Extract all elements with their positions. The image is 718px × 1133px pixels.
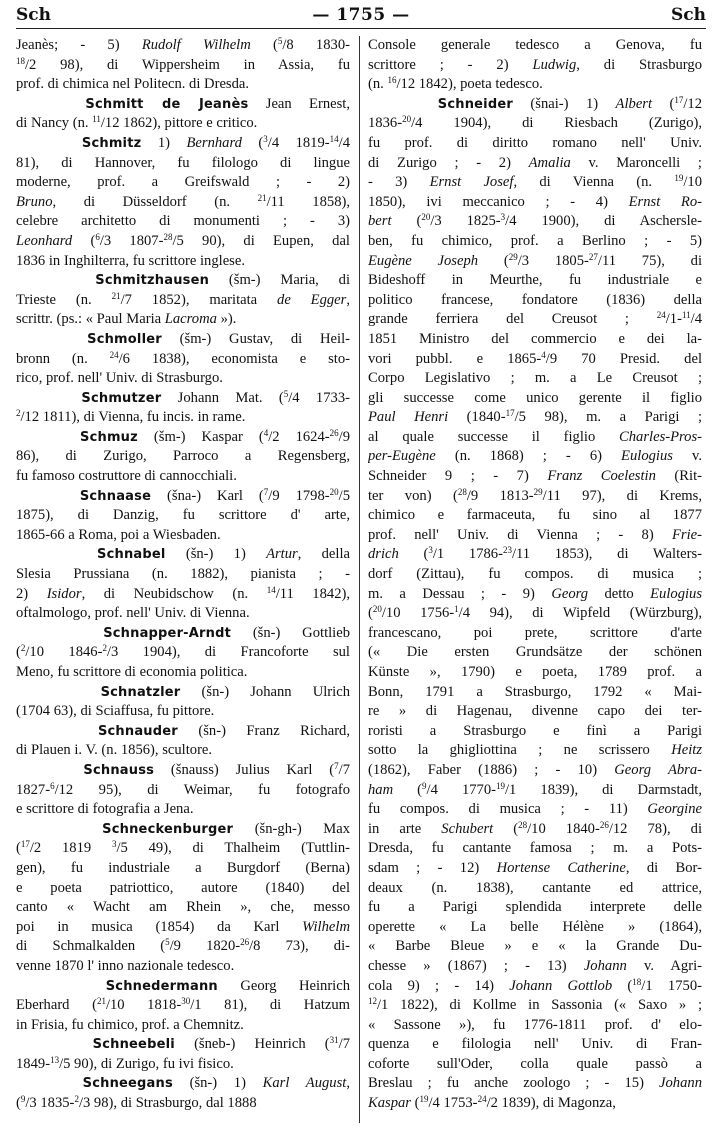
text-line: Schnaase (šna-) Karl ($^7$/9 1798-$^{20}$/5 [79,486,350,504]
text-line: Schnabel (šn-) 1) Artur, della [97,546,350,563]
text-line: 81), di Hannover, fu filologo di lingue [16,154,350,171]
text-line: fu prof. di diritto romano nell' Univ. [368,134,702,151]
text-line: celebre architetto di monumenti ; - 3) [16,213,350,230]
text-line: 1836 in Inghilterra, fu scrittore inglese. [16,252,245,269]
right-column [368,36,702,1125]
text-line: (1704 63), di Sciaffusa, fu pittore. [16,703,215,720]
text-line: 2) Isidor, di Neubidschow (n. $^{14}$/11 1842), [16,584,350,602]
text-line: grande ferriera del Creusot ; $^{24}$/1-$^{11}$/4 [368,310,702,328]
text-line: Schmoller (šm-) Gustav, di Heil- [87,330,350,347]
text-line: Schneider 9 ; - 7) Franz Coelestin (Rit- [368,468,702,485]
text-line: gen), fu industriale a Burgdorf (Berna) [16,859,350,876]
text-line: Corpo Legislativo ; m. a Le Creusot ; [368,370,702,387]
text-line: ($^2$/10 1846-$^2$/3 1904), di Francoforte sul [16,643,350,661]
left-column [16,36,350,1125]
text-line: quenza e filologia nell' Univ. di Fran- [368,1036,702,1053]
text-line: Eberhard ($^{21}$/10 1818-$^{30}$/1 81), di Hatzum [16,996,350,1014]
text-line: Bideshoff in Meurthe, fu industriale e [368,272,702,289]
text-line: venne 1870 l' inno nazionale tedesco. [16,957,235,974]
text-line: $^{12}$/1 1822), di Kollme in Sassonia (« Saxo » ; [368,996,702,1014]
page-number: — 1755 — [312,5,410,25]
text-line: chesse » (1867) ; - 13) Johann v. Agri- [368,957,702,974]
text-line: Schnapper-Arndt (šn-) Gottlieb [103,624,350,641]
text-line: Schneegans (šn-) 1) Karl August, [82,1075,350,1092]
text-line: Schnatzler (šn-) Johann Ulrich [100,683,350,700]
text-line: Künste », 1790) e poeta, 1789 prof. a [368,664,702,680]
text-line: $^{18}$/2 98), di Wippersheim in Assia, fu [16,55,350,73]
text-line: gli successe come unico gerente il figlio [368,389,702,406]
text-line: 1865-66 a Roma, poi a Wiesbaden. [16,526,221,543]
text-line: Schneckenburger (šn-gh-) Max [102,820,350,837]
text-line: bert ($^{20}$/3 1825-$^3$/4 1900), di Ascherslе- [368,212,702,230]
text-line: Schnedermann Georg Heinrich [105,977,350,994]
text-line: prof. nell' Univ. di Vienna ; - 8) Frie- [368,526,702,543]
text-line: operette « La belle Hélène » (1864), [368,918,702,935]
text-line: sotto la ghigliottina ; ne scrissero Heitz [368,742,702,759]
text-line: 86), di Zurigo, Parroco a Regensberg, [16,448,350,465]
text-line: ($^{20}$/10 1756-$^1$/4 94), di Wipfeld (Würzburg), [368,604,702,622]
text-line: Bonn, 1791 a Strasburgo, 1792 « Mai- [368,683,702,700]
header-right-keyword: Sch [671,5,706,25]
text-line: di Schmalkalden ($^5$/9 1820-$^{26}$/8 73), di- [16,937,350,955]
text-line: chimico e farmaceuta, fu sino al 1877 [368,507,702,524]
text-line: Schneebeli (šneb-) Heinrich ($^{31}$/7 [92,1035,350,1053]
text-line: Trieste (n. $^{21}$/7 1852), maritata de Egger, [16,290,350,308]
text-line: Schmitzhausen (šm-) Maria, di [95,272,350,289]
text-line: coforte sull'Oder, colla quale passò a [368,1055,702,1072]
text-line: canto « Wacht am Rhein », che, messo [16,899,350,916]
text-line: e scrittore di fotografia a Jena. [16,801,194,818]
text-line: ter von) ($^{28}$/9 1813-$^{29}$/11 97), di Krems, [368,486,702,504]
text-line: di Zurigo ; - 2) Amalia v. Maroncelli ; [368,154,702,171]
text-line: « Sassone »), fu 1776-1811 prof. d' elo- [368,1016,702,1033]
text-line: Breslau ; fu anche zoologo ; - 15) Johann [368,1075,702,1092]
text-line: in Frisia, fu chimico, prof. a Chemnitz. [16,1016,244,1033]
text-line: 1851 Ministro del commercio e dei la- [368,330,702,347]
text-line: cola 9) ; - 14) Johann Gottlob ($^{18}$/1 1750- [368,976,702,994]
text-line: Dresda, fu cantante famosa ; m. a Pots- [368,840,702,857]
text-line: Schnauss (šnauss) Julius Karl ($^7$/7 [83,760,350,778]
page-header [16,2,706,28]
text-line: al quale successe il figlio Charles-Pros- [368,428,702,445]
text-line: 1827-$^6$/12 95), di Weimar, fu fotografo [16,780,350,798]
header-left-keyword: Sch [16,5,51,25]
text-line: deaux (n. 1838), cantante ed attrice, [368,879,702,896]
text-line: francescano, poi prete, scrittore d'arte [368,624,702,641]
text-line: scrittr. (ps.: « Paul Maria Lacroma »). [16,311,237,328]
text-line: Kaspar ($^{19}$/4 1753-$^{24}$/2 1839), di Magonza, [368,1094,616,1112]
text-line: bronn (n. $^{24}$/6 1838), economista e sto- [16,349,350,367]
text-line: Bruno, di Düsseldorf (n. $^{21}$/11 1858), [16,192,350,210]
text-line: di Plauen i. V. (n. 1856), scultore. [16,742,213,759]
column-divider [359,36,360,1123]
text-line: Schnauder (šn-) Franz Richard, [97,722,350,739]
text-line: rico, prof. nell' Univ. di Strasburgo. [16,370,223,387]
text-line: Schmitz 1) Bernhard ($^3$/4 1819-$^{14}$/4 [81,133,350,151]
text-line: scrittore ; - 2) Ludwig, di Strasburgo [368,56,702,73]
text-line: (n. $^{16}$/12 1842), poeta tedesco. [368,75,543,93]
text-line: Slesia Prussiana (n. 1882), pianista ; - [16,566,350,583]
text-line: 1875), di Danzig, fu scrittore d' arte, [16,507,350,524]
text-line: ($^9$/3 1835-$^2$/3 98), di Strasburgo, dal 1888 [16,1094,257,1112]
text-line: moderne, prof. a Greifswald ; - 2) [16,174,350,191]
text-line: (1862), Faber (1886) ; - 10) Georg Abra- [368,761,702,778]
text-line: poi in musica (1854) da Karl Wilhelm [16,918,350,935]
text-line: « Barbe Bleue » e « la Grande Du- [368,938,702,955]
header-rule [16,28,706,29]
text-line: in arte Schubert ($^{28}$/10 1840-$^{26}$/12 78), di [368,819,702,837]
text-line: Jeanès; - 5) Rudolf Wilhelm ($^5$/8 1830- [16,36,350,53]
text-line: ham ($^9$/4 1770-$^{19}$/1 1839), di Darmstadt, [368,780,702,798]
text-line: drich ($^3$/1 1786-$^{23}$/11 1853), di Walters- [368,545,702,563]
text-line: dorf (Zittau), fu compos. di musica ; [368,566,702,583]
text-line: Schmuz (šm-) Kaspar ($^4$/2 1624-$^{26}$/9 [80,427,350,445]
text-line: - 3) Ernst Josef, di Vienna (n. $^{19}$/10 [368,173,702,191]
text-line: vori pubbl. e 1865-$^4$/9 70 Presid. del [368,349,702,367]
text-line: politico francese, fondatore (1836) della [368,291,702,308]
text-line: e poeta patriottico, autore (1840) del [16,879,350,896]
text-line: ($^{17}$/2 1819 $^3$/5 49), di Thalheim (Tuttlin- [16,839,350,857]
text-line: roristi a Strasburgo e finì a Parigi [368,722,702,739]
text-line: $^2$/12 1811), di Vienna, fu incis. in rame. [16,408,246,426]
text-line: Meno, fu scrittore di economia politica. [16,664,248,680]
text-line: fu compos. di musica ; - 11) Georgine [368,801,702,818]
text-line: fu a Parigi splendida interprete delle [368,899,702,916]
text-line: sdam ; - 12) Hortense Catherine, di Bor- [368,859,702,876]
text-line: prof. di chimica nel Politecn. di Dresda. [16,76,250,93]
text-line: re » di Hagenau, divenne capo dei ter- [368,703,702,720]
text-line: Schmitt de Jeanès Jean Ernest, [85,95,350,112]
text-line: ben, fu chimico, prof. a Berlino ; - 5) [368,232,702,249]
text-line: m. a Dessau ; - 9) Georg detto Eulogius [368,585,702,602]
text-line: Eugène Joseph ($^{29}$/3 1805-$^{27}$/11 75), di [368,251,702,269]
text-line: 1849-$^{13}$/5 90), di Zurigo, fu ivi fisico. [16,1054,234,1072]
text-line: di Nancy (n. $^{11}$/12 1862), pittore e critico. [16,114,258,132]
text-line: Schmutzer Johann Mat. ($^5$/4 1733- [81,388,350,406]
text-line: Schneider (šnai-) 1) Albert ($^{17}$/12 [437,94,702,112]
text-line: 1836-$^{20}$/4 1904), di Riesbach (Zurigo), [368,114,702,132]
text-line: Paul Henri (1840-$^{17}$/5 98), m. a Parigi ; [368,408,702,426]
text-line: oftalmologo, prof. nell' Univ. di Vienna. [16,605,250,622]
text-line: Console generale tedesco a Genova, fu [368,37,702,53]
text-line: per-Eugène (n. 1868) ; - 6) Eulogius v. [368,448,702,465]
text-line: Leonhard ($^6$/3 1807-$^{28}$/5 90), di Eupen, dal [16,231,350,249]
text-line: (« Die ersten Grundsätze der schönen [368,644,702,661]
text-line: 1850), ivi meccanico ; - 4) Ernst Ro- [368,193,702,210]
text-line: fu famoso costruttore di cannocchiali. [16,468,237,485]
